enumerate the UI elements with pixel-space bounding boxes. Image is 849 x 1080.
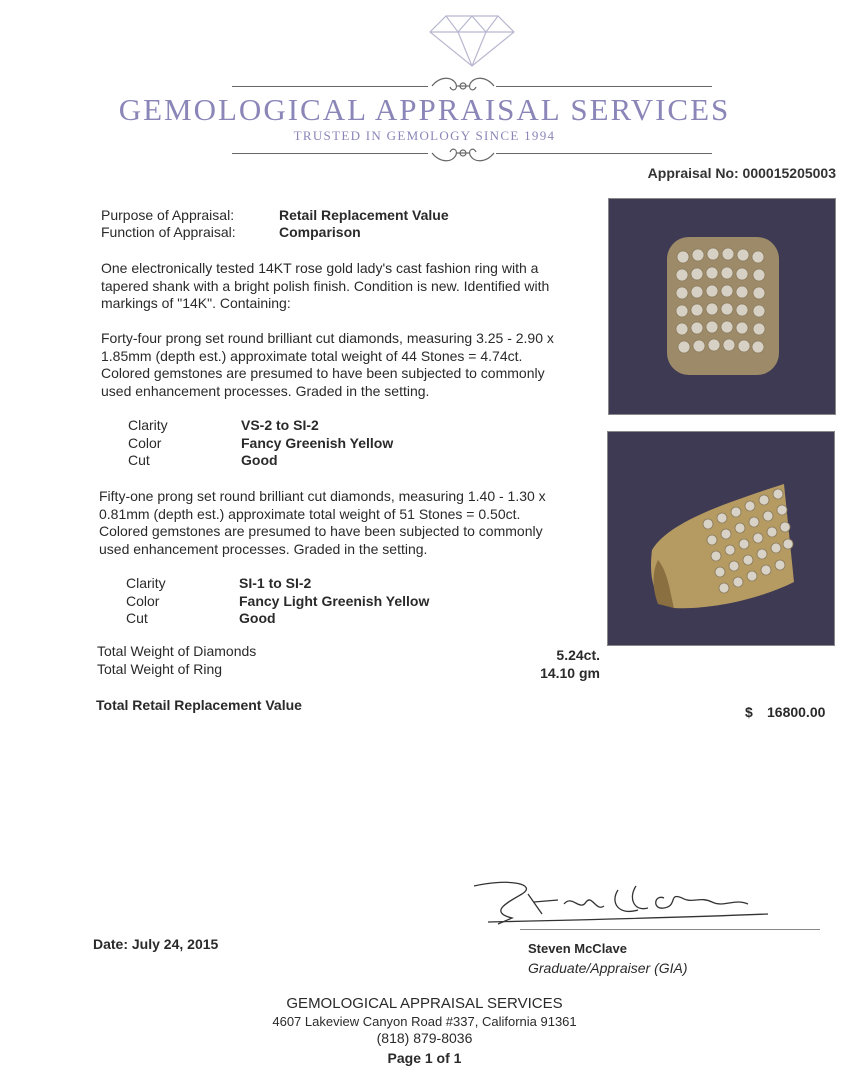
header-rule-top: [496, 86, 712, 87]
stone-2-clarity: SI-1 to SI-2: [239, 575, 312, 591]
stone-2-clarity-label: Clarity: [126, 575, 166, 591]
stone-1-cut: Good: [241, 452, 278, 468]
header-rule-bottom: [232, 153, 428, 154]
stone-1-cut-label: Cut: [128, 452, 150, 468]
stone-1-color-label: Color: [128, 435, 162, 451]
purpose-label: Purpose of Appraisal:: [101, 207, 235, 223]
appraisal-date: Date: July 24, 2015: [93, 936, 219, 952]
ring-front-icon: [609, 199, 835, 414]
ring-side-icon: [608, 432, 834, 645]
footer-company: GEMOLOGICAL APPRAISAL SERVICES: [286, 995, 563, 1012]
appraiser-name: Steven McClave: [528, 941, 627, 956]
purpose-value: Retail Replacement Value: [279, 207, 449, 223]
company-name: GEMOLOGICAL APPRAISAL SERVICES: [118, 92, 731, 127]
header-rule-bottom: [496, 153, 712, 154]
stone-2-color-label: Color: [126, 593, 160, 609]
footer-phone: (818) 879-8036: [376, 1030, 473, 1046]
total-diamond-weight: 5.24ct.: [556, 647, 600, 663]
logo: [0, 0, 849, 170]
stone-2-cut: Good: [239, 610, 276, 626]
flourish-icon: [430, 141, 496, 165]
total-retail-value: 16800.00: [767, 704, 826, 720]
stone-2-cut-label: Cut: [126, 610, 148, 626]
stone-2-description: Fifty-one prong set round brilliant cut diamonds, measuring 1.40 - 1.30 x 0.81mm (depth est.) approximate total weight of 51 Stones = 0.50ct. Colored gemstones are presumed to have been subjected to commonly used enhancement processes. Graded in the setting.: [99, 488, 546, 557]
signature-line: [520, 929, 820, 930]
appraisal-number: Appraisal No: 000015205003: [647, 165, 836, 181]
stone-1-color: Fancy Greenish Yellow: [241, 435, 394, 451]
ring-photo-side: [607, 431, 835, 646]
total-diamond-weight-label: Total Weight of Diamonds: [97, 643, 257, 659]
footer-address: 4607 Lakeview Canyon Road #337, California 91361: [272, 1014, 577, 1029]
stone-1-clarity-label: Clarity: [128, 417, 168, 433]
total-ring-weight: 14.10 gm: [540, 665, 600, 681]
page-number: Page 1 of 1: [387, 1050, 462, 1066]
appraiser-title: Graduate/Appraiser (GIA): [528, 960, 688, 976]
stone-2-color: Fancy Light Greenish Yellow: [239, 593, 430, 609]
diamond-icon: [428, 12, 516, 68]
stone-1-description: Forty-four prong set round brilliant cut diamonds, measuring 3.25 - 2.90 x 1.85mm (depth est.) approximate total weight of 44 Stones = 4.74ct. Colored gemstones are presumed to have been subjected to commonly used enhancement processes. Graded in the setting.: [101, 330, 554, 399]
ring-photo-front: [608, 198, 836, 415]
signature: [468, 872, 788, 932]
company-tagline: TRUSTED IN GEMOLOGY SINCE 1994: [293, 128, 556, 143]
function-label: Function of Appraisal:: [101, 224, 236, 240]
ring-description: One electronically tested 14KT rose gold lady's cast fashion ring with a tapered shank with a bright polish finish. Condition is new. Identified with markings of "14K". Containing:: [101, 260, 550, 311]
header-rule-top: [232, 86, 428, 87]
total-ring-weight-label: Total Weight of Ring: [97, 661, 223, 677]
total-retail-value-label: Total Retail Replacement Value: [96, 697, 302, 713]
function-value: Comparison: [279, 224, 361, 240]
stone-1-clarity: VS-2 to SI-2: [241, 417, 319, 433]
currency-symbol: $: [745, 704, 753, 720]
